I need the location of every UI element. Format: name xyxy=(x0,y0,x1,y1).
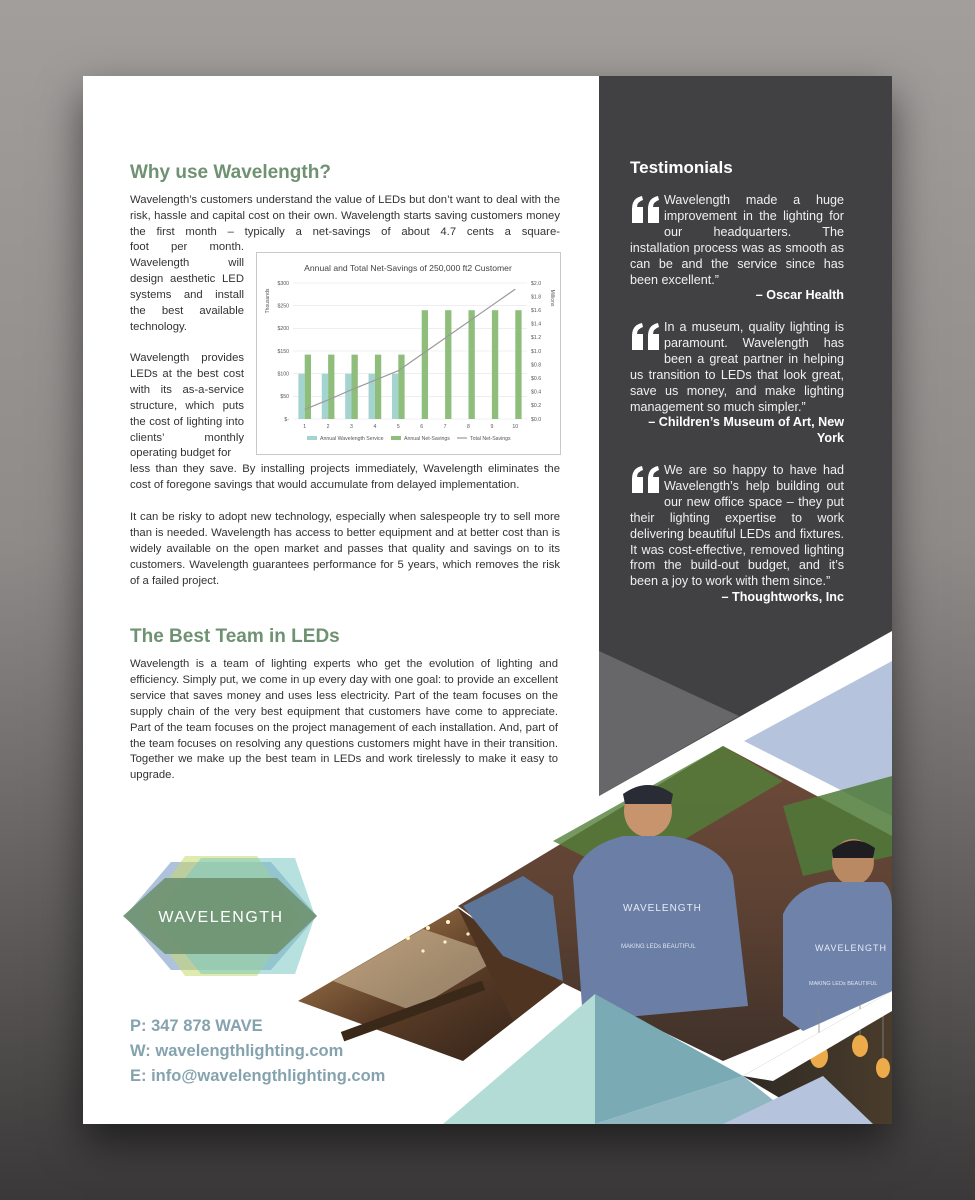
bar-annual-net-savings xyxy=(375,355,381,419)
x-tick: 7 xyxy=(443,424,447,430)
contact-phone[interactable]: P: 347 878 WAVE xyxy=(130,1017,263,1035)
savings-chart xyxy=(256,252,561,455)
y-left-tick: $250 xyxy=(277,303,289,310)
y-right-tick: $1.6 xyxy=(531,308,542,314)
why-paragraph-1-narrow: foot per month. Wavelength will design aesthetic LED systems and install the best available technology. xyxy=(130,241,244,333)
heading-best-team: The Best Team in LEDs xyxy=(130,626,340,647)
testimonials-heading: Testimonials xyxy=(630,158,733,177)
y-left-tick: $200 xyxy=(277,326,289,333)
bar-annual-wavelength-service xyxy=(322,374,328,419)
contact-block xyxy=(130,1014,385,1089)
chart-legend xyxy=(307,436,511,442)
testimonial-quote: We are so happy to have had Wavelength’s help building out our new office space – they put their lighting expertise to work delivering beautiful LEDs and fixtures. It was cost-effective, removed lighting from the build-out budget, and it’s been a joy to work with them since.” xyxy=(630,463,844,589)
chart-title: Annual and Total Net-Savings of 250,000 ft2 Customer xyxy=(304,263,512,273)
wavelength-logo xyxy=(121,854,321,979)
y-right-tick: $0.8 xyxy=(531,362,542,369)
logo-wordmark: WAVELENGTH xyxy=(158,909,284,926)
bar-annual-net-savings xyxy=(492,310,498,419)
testimonial-quote: Wavelength made a huge improvement in the lighting for our headquarters. The installation process was as smooth as can be and the service since has been excellent.” xyxy=(630,193,844,287)
bar-annual-net-savings xyxy=(469,310,475,419)
x-tick: 5 xyxy=(396,424,400,430)
contact-email[interactable]: E: info@wavelengthlighting.com xyxy=(130,1067,386,1085)
x-tick: 2 xyxy=(326,424,330,430)
legend-label: Annual Wavelength Service xyxy=(320,436,384,442)
x-tick: 9 xyxy=(490,424,494,430)
chart-ticks xyxy=(277,281,541,430)
y-right-label: Millions xyxy=(549,289,555,307)
y-right-tick: $0.4 xyxy=(531,389,542,396)
team-paragraph: Wavelength is a team of lighting experts who get the evolution of lighting and efficiency. Simply put, we come in up every day with one goal: to provide an excellent service that saves money and uses less electricity. Part of the team focuses on the supply chain of the very best equipment that customers have come to appreciate. Part of the team focuses on the project management of each installation. And, part of the team focuses on resolving any questions customers might have in their transition. Together we make up the best team in LEDs and work tirelessly to make it easy to upgrade. xyxy=(130,658,558,782)
y-left-tick: $150 xyxy=(277,348,289,355)
bar-annual-net-savings xyxy=(352,355,358,419)
testimonial-author: – Thoughtworks, Inc xyxy=(721,590,844,605)
y-right-tick: $1.0 xyxy=(531,348,542,355)
testimonial-author: – Oscar Health xyxy=(755,288,844,303)
bar-annual-wavelength-service xyxy=(392,374,398,419)
why-paragraph-3: It can be risky to adopt new technology, especially when salespeople try to sell more than is needed. Wavelength has access to better equipment and at better cost than is widely available on the open market and passes that quality and savings on to its customers. Wavelength guarantees performance for 5 years, which removes the risk of a failed project. xyxy=(130,511,560,587)
testimonial-author: – Children’s Museum of Art, New York xyxy=(648,415,844,446)
bar-annual-net-savings xyxy=(328,355,334,419)
x-tick: 1 xyxy=(303,424,307,430)
y-left-label: Thousands xyxy=(265,288,271,314)
shirt-tagline-right: MAKING LEDs BEAUTIFUL xyxy=(809,981,878,987)
bar-annual-wavelength-service xyxy=(345,374,351,419)
bar-annual-wavelength-service xyxy=(298,374,304,419)
y-right-tick: $0.0 xyxy=(531,416,542,423)
bar-annual-net-savings xyxy=(515,310,521,419)
y-right-tick: $1.2 xyxy=(531,335,542,342)
why-paragraph-2-narrow: Wavelength provides LEDs at the best cost with its as-a-service structure, which puts the cost of lighting into clients’ monthly operating budget for xyxy=(130,352,244,460)
y-left-tick: $50 xyxy=(280,394,289,401)
bar-annual-net-savings xyxy=(445,310,451,419)
savings-chart-svg xyxy=(257,253,560,454)
chart-line xyxy=(305,289,516,409)
shirt-brand-center: WAVELENGTH xyxy=(623,903,702,914)
legend-swatch xyxy=(391,436,401,440)
y-left-tick: $- xyxy=(284,416,289,423)
bar-annual-net-savings xyxy=(422,310,428,419)
y-right-tick: $2.0 xyxy=(531,280,542,287)
legend-swatch xyxy=(307,436,317,440)
shirt-tagline-center: MAKING LEDs BEAUTIFUL xyxy=(621,944,696,950)
x-tick: 10 xyxy=(512,424,519,430)
heading-why-wavelength: Why use Wavelength? xyxy=(130,162,331,183)
bar-annual-net-savings xyxy=(398,355,404,419)
flyer-page xyxy=(83,76,892,1124)
contact-website[interactable]: W: wavelengthlighting.com xyxy=(130,1042,344,1060)
testimonial-quote: In a museum, quality lighting is paramount. Wavelength has been a great partner in helping us transition to LEDs that look great, save us money, and make lighting management so much simpler.” xyxy=(630,320,844,414)
chart-bars xyxy=(298,310,521,419)
shirt-brand-right: WAVELENGTH xyxy=(815,943,888,953)
why-paragraph-2-tail: less than they save. By installing projects immediately, Wavelength eliminates the cost of foregone savings that would accumulate from delayed implementation. xyxy=(130,463,560,491)
y-right-tick: $0.2 xyxy=(531,403,542,410)
legend-label: Total Net-Savings xyxy=(470,436,511,442)
x-tick: 3 xyxy=(350,424,353,430)
y-right-tick: $0.6 xyxy=(531,376,542,382)
y-right-tick: $1.8 xyxy=(531,294,542,301)
x-tick: 8 xyxy=(467,424,470,430)
line-total-net-savings xyxy=(305,289,516,409)
legend-label: Annual Net-Savings xyxy=(404,436,450,442)
y-left-tick: $300 xyxy=(277,280,289,287)
why-paragraph-1-lead: Wavelength’s customers understand the value of LEDs but don’t want to deal with the risk, hassle and capital cost on their own. Wavelength starts saving customers money the first month – typically a net-savings of about 4.7 cents a square- xyxy=(130,194,560,238)
x-tick: 6 xyxy=(420,424,424,430)
y-left-tick: $100 xyxy=(277,371,289,378)
y-right-tick: $1.4 xyxy=(531,321,542,328)
x-tick: 4 xyxy=(373,424,377,430)
